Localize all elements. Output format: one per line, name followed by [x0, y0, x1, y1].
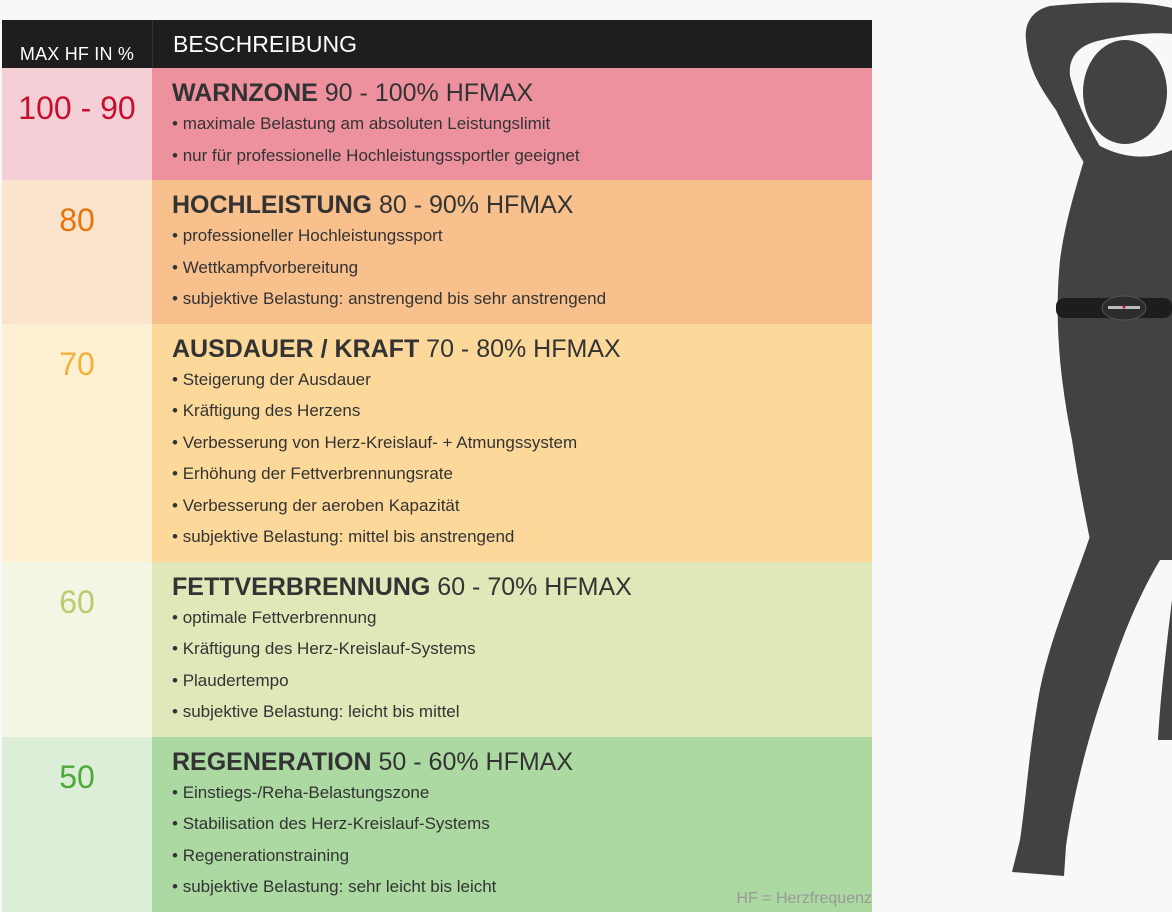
zone-percent: 60 — [2, 562, 152, 737]
zone-bullet-item: • optimale Fettverbrennung — [172, 602, 852, 634]
zone-percent: 100 - 90 — [2, 68, 152, 180]
zone-bullet-item: • Wettkampfvorbereitung — [172, 252, 852, 284]
zone-description — [152, 562, 872, 737]
athlete-silhouette-icon — [980, 0, 1172, 880]
zone-bullet-list — [172, 364, 852, 553]
zone-range: 70 - 80% HFMAX — [426, 334, 621, 363]
zone-bullet-item: • Erhöhung der Fettverbrennungsrate — [172, 458, 852, 490]
zone-row — [2, 68, 872, 180]
zone-title — [172, 334, 852, 364]
zone-description — [152, 737, 872, 912]
zone-percent: 80 — [2, 180, 152, 324]
zone-bullet-list — [172, 777, 852, 903]
zone-description — [152, 180, 872, 324]
table-header — [2, 20, 872, 68]
zone-bullet-item: • Plaudertempo — [172, 665, 852, 697]
zone-bullet-item: • maximale Belastung am absoluten Leistungslimit — [172, 108, 852, 140]
zone-title — [172, 78, 852, 108]
zone-row — [2, 562, 872, 737]
header-max-hf-percent: MAX HF IN % — [19, 44, 135, 64]
zone-bullet-item: • Einstiegs-/Reha-Belastungszone — [172, 777, 852, 809]
zone-row — [2, 324, 872, 562]
zone-bullet-item: • professioneller Hochleistungssport — [172, 220, 852, 252]
zone-bullet-item: • Stabilisation des Herz-Kreislauf-Systems — [172, 808, 852, 840]
zone-title — [172, 747, 852, 777]
zone-name: AUSDAUER / KRAFT — [172, 334, 420, 363]
zone-bullet-list — [172, 108, 852, 171]
zone-name: HOCHLEISTUNG — [172, 191, 372, 219]
zone-name: WARNZONE — [172, 79, 318, 107]
zone-bullet-item: • Regenerationstraining — [172, 840, 852, 872]
zone-percent: 70 — [2, 324, 152, 562]
zone-bullet-item: • Steigerung der Ausdauer — [172, 364, 852, 396]
footnote: HF = Herzfrequenz — [736, 890, 872, 907]
zone-rows — [2, 68, 872, 912]
header-description: BESCHREIBUNG — [152, 20, 872, 68]
zone-bullet-item: • Verbesserung der aeroben Kapazität — [172, 490, 852, 522]
zone-range: 60 - 70% HFMAX — [437, 572, 632, 601]
zone-title — [172, 572, 852, 602]
zone-bullet-item: • Verbesserung von Herz-Kreislauf- + Atmungssystem — [172, 427, 852, 459]
zone-title — [172, 190, 852, 220]
zone-bullet-list — [172, 220, 852, 315]
zone-name: FETTVERBRENNUNG — [172, 572, 431, 601]
zone-bullet-list — [172, 602, 852, 728]
zone-bullet-item: • subjektive Belastung: sehr leicht bis leicht — [172, 871, 852, 903]
zone-description — [152, 324, 872, 562]
zone-row — [2, 737, 872, 912]
zone-bullet-item: • subjektive Belastung: anstrengend bis sehr anstrengend — [172, 283, 852, 315]
zone-bullet-item: • Kräftigung des Herz-Kreislauf-Systems — [172, 633, 852, 665]
zone-bullet-item: • nur für professionelle Hochleistungssportler geeignet — [172, 140, 852, 172]
zone-description — [152, 68, 872, 180]
zone-bullet-item: • Kräftigung des Herzens — [172, 395, 852, 427]
zone-percent: 50 — [2, 737, 152, 912]
zone-name: REGENERATION — [172, 747, 372, 776]
zone-range: 50 - 60% HFMAX — [378, 747, 574, 776]
zone-row — [2, 180, 872, 324]
zone-bullet-item: • subjektive Belastung: leicht bis mittel — [172, 696, 852, 728]
zone-range: 80 - 90% HFMAX — [378, 191, 574, 219]
zone-range: 90 - 100% HFMAX — [324, 79, 534, 107]
heart-rate-zone-table — [2, 20, 872, 912]
zone-bullet-item: • subjektive Belastung: mittel bis anstrengend — [172, 521, 852, 553]
